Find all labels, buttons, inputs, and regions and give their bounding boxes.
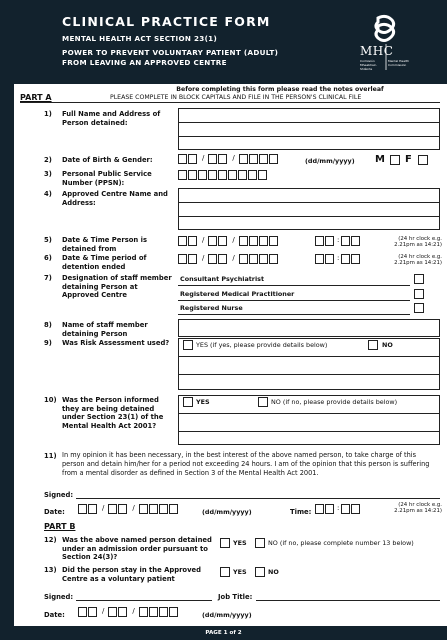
digit-cell[interactable] <box>351 236 360 246</box>
digit-cell[interactable] <box>188 236 197 246</box>
page-footer: PAGE 1 of 2 <box>0 626 447 640</box>
form-purpose-line2: FROM LEAVING AN APPROVED CENTRE <box>62 58 227 67</box>
digit-cell[interactable] <box>239 236 248 246</box>
digit-cell[interactable] <box>259 154 268 164</box>
digit-cell[interactable] <box>269 254 278 264</box>
divider <box>178 314 410 315</box>
q13-number: 13) <box>44 566 57 574</box>
q10-number: 10) <box>44 396 57 404</box>
q3-number: 3) <box>44 170 52 178</box>
digit-cell[interactable] <box>178 154 187 164</box>
date-b-format-hint: (dd/mm/yyyy) <box>202 611 252 619</box>
date-label: Date: <box>44 508 65 516</box>
q8-label: Name of staff member detaining Person <box>62 321 148 338</box>
staff-member-name-field[interactable] <box>178 319 440 337</box>
detention-ended-time-field[interactable]: : <box>315 254 361 264</box>
divider <box>178 300 410 301</box>
job-title-label: Job Title: <box>218 593 253 601</box>
digit-cell[interactable] <box>108 504 117 514</box>
detention-ended-date-field[interactable]: / / <box>178 254 279 264</box>
q5-number: 5) <box>44 236 52 244</box>
q9-yes-label: YES (if yes, please provide details below) <box>196 341 328 349</box>
digit-cell[interactable] <box>178 254 187 264</box>
digit-cell[interactable] <box>259 236 268 246</box>
digit-cell[interactable] <box>178 170 187 180</box>
field-line <box>179 431 439 432</box>
digit-cell[interactable] <box>88 607 97 617</box>
form-purpose <box>62 48 278 68</box>
q11-statement: In my opinion it has been necessary, in the best interest of the above named person, to take charge of this person and detain him/her for a period not exceeding 24 hours. I am of the opinion that this person is suffering from a mental disorder as defined in Section 3 of the Mental Health Act 2001. <box>62 451 430 477</box>
signature-b-line[interactable] <box>76 600 212 601</box>
field-line <box>179 374 439 375</box>
designation-nurse: Registered Nurse <box>180 304 243 312</box>
signed-time-field[interactable]: : <box>315 504 361 514</box>
divider <box>20 102 440 103</box>
q8-number: 8) <box>44 321 52 329</box>
gender-f-checkbox[interactable] <box>418 155 428 165</box>
digit-cell[interactable] <box>78 504 87 514</box>
digit-cell[interactable] <box>269 154 278 164</box>
field-line <box>179 136 439 137</box>
ppsn-field[interactable] <box>178 170 268 180</box>
q4-number: 4) <box>44 190 52 198</box>
notes-line1: Before completing this form please read the notes overleaf <box>176 86 384 93</box>
field-line <box>179 356 439 357</box>
digit-cell[interactable] <box>248 170 257 180</box>
q9-no-checkbox[interactable] <box>368 340 378 350</box>
q10-yes-label: YES <box>196 398 210 406</box>
digit-cell[interactable] <box>259 254 268 264</box>
q6-label: Date & Time period of detention ended <box>62 254 147 271</box>
left-band <box>0 84 14 640</box>
q1-label: Full Name and Address of Person detained: <box>62 110 161 127</box>
q10-label: Was the Person informed they are being detained under Section 23(1) of the Mental Health Act 2001? <box>62 396 164 430</box>
approved-centre-field[interactable] <box>178 188 440 230</box>
field-line <box>179 122 439 123</box>
form-purpose-line1: POWER TO PREVENT VOLUNTARY PATIENT (ADULT) <box>62 48 279 57</box>
q9-no-label: NO <box>382 341 393 349</box>
digit-cell[interactable] <box>188 170 197 180</box>
signed-b-label: Signed: <box>44 593 74 601</box>
digit-cell[interactable] <box>208 154 217 164</box>
q5-label: Date & Time Person is detained from <box>62 236 148 253</box>
field-line <box>179 202 439 203</box>
digit-cell[interactable] <box>149 607 158 617</box>
q12-number: 12) <box>44 536 57 544</box>
q13-no-checkbox[interactable] <box>255 567 265 577</box>
digit-cell[interactable] <box>249 254 258 264</box>
digit-cell[interactable] <box>258 170 267 180</box>
digit-cell[interactable] <box>208 254 217 264</box>
digit-cell[interactable] <box>169 607 178 617</box>
q13-label: Did the person stay in the Approved Centre as a voluntary patient <box>62 566 202 583</box>
q2-number: 2) <box>44 156 52 164</box>
q12-no-checkbox[interactable] <box>255 538 265 548</box>
digit-cell[interactable] <box>249 236 258 246</box>
digit-cell[interactable] <box>118 607 127 617</box>
q1-number: 1) <box>44 110 52 118</box>
designation-medical-practitioner: Registered Medical Practitioner <box>180 290 295 298</box>
detained-from-date-field[interactable]: / / <box>178 236 279 246</box>
digit-cell[interactable] <box>341 504 350 514</box>
digit-cell[interactable] <box>169 504 178 514</box>
q7-number: 7) <box>44 274 52 282</box>
digit-cell[interactable] <box>269 236 278 246</box>
field-line <box>179 216 439 217</box>
form-title: CLINICAL PRACTICE FORM <box>62 14 271 29</box>
nurse-checkbox[interactable] <box>414 303 424 313</box>
field-line <box>179 413 439 414</box>
mhc-logo <box>360 14 412 72</box>
q1-name-address-field[interactable] <box>178 108 440 150</box>
digit-cell[interactable] <box>139 504 148 514</box>
dob-format-hint: (dd/mm/yyyy) <box>305 157 355 165</box>
notes-line2: PLEASE COMPLETE IN BLOCK CAPITALS AND FILE IN THE PERSON'S CLINICAL FILE <box>110 94 362 101</box>
q13-yes-checkbox[interactable] <box>220 567 230 577</box>
digit-cell[interactable] <box>315 254 324 264</box>
part-b-date-field[interactable]: / / <box>78 607 179 617</box>
logo-text: MHC <box>360 44 394 58</box>
q6-number: 6) <box>44 254 52 262</box>
digit-cell[interactable] <box>159 607 168 617</box>
q10-no-label: NO (if no, please provide details below) <box>271 398 398 406</box>
detained-from-time-field[interactable]: : <box>315 236 361 246</box>
q3-label: Personal Public Service Number (PPSN): <box>62 170 152 187</box>
time-label: Time: <box>290 508 312 516</box>
job-title-line[interactable] <box>256 600 440 601</box>
q12-no-label: NO (if no, please complete number 13 below) <box>268 539 414 547</box>
digit-cell[interactable] <box>238 170 247 180</box>
digit-cell[interactable] <box>315 504 324 514</box>
q9-number: 9) <box>44 339 52 347</box>
digit-cell[interactable] <box>188 154 197 164</box>
q13-no-label: NO <box>268 568 279 576</box>
date-b-label: Date: <box>44 611 65 619</box>
dob-field[interactable]: / / <box>178 154 279 164</box>
gender-m-label: M <box>375 154 385 165</box>
q4-label: Approved Centre Name and Address: <box>62 190 168 207</box>
digit-cell[interactable] <box>198 170 207 180</box>
digit-cell[interactable] <box>88 504 97 514</box>
digit-cell[interactable] <box>149 504 158 514</box>
q7-label: Designation of staff member detaining Person at Approved Centre <box>62 274 172 300</box>
digit-cell[interactable] <box>249 154 258 164</box>
digit-cell[interactable] <box>178 236 187 246</box>
logo-english: Mental Health Commission <box>388 59 409 67</box>
q12-yes-label: YES <box>233 539 247 547</box>
digit-cell[interactable] <box>315 236 324 246</box>
q2-label: Date of Birth & Gender: <box>62 156 153 164</box>
digit-cell[interactable] <box>228 170 237 180</box>
consultant-checkbox[interactable] <box>414 274 424 284</box>
part-b-heading: PART B <box>44 522 76 531</box>
digit-cell[interactable] <box>218 236 227 246</box>
clock-hint: (24 hr clock e.g. 2.21pm as 14:21) <box>394 502 442 515</box>
digit-cell[interactable] <box>351 504 360 514</box>
q10-yes-checkbox[interactable] <box>183 397 193 407</box>
digit-cell[interactable] <box>118 504 127 514</box>
date-format-hint: (dd/mm/yyyy) <box>202 508 252 516</box>
gender-f-label: F <box>405 154 412 165</box>
clock-hint: (24 hr clock e.g. 2.21pm as 14:21) <box>394 236 442 249</box>
digit-cell[interactable] <box>108 607 117 617</box>
form-subtitle: MENTAL HEALTH ACT SECTION 23(1) <box>62 34 218 43</box>
digit-cell[interactable] <box>139 607 148 617</box>
digit-cell[interactable] <box>159 504 168 514</box>
digit-cell[interactable] <box>78 607 87 617</box>
digit-cell[interactable] <box>325 254 334 264</box>
digit-cell[interactable] <box>218 170 227 180</box>
designation-consultant: Consultant Psychiatrist <box>180 275 265 283</box>
part-a-heading: PART A <box>20 93 52 102</box>
gender-m-checkbox[interactable] <box>390 155 400 165</box>
digit-cell[interactable] <box>351 254 360 264</box>
digit-cell[interactable] <box>239 154 248 164</box>
digit-cell[interactable] <box>218 254 227 264</box>
digit-cell[interactable] <box>341 254 350 264</box>
q9-label: Was Risk Assessment used? <box>62 339 170 347</box>
digit-cell[interactable] <box>188 254 197 264</box>
digit-cell[interactable] <box>208 236 217 246</box>
clock-hint: (24 hr clock e.g. 2.21pm as 14:21) <box>394 254 442 267</box>
q11-number: 11) <box>44 452 57 460</box>
digit-cell[interactable] <box>208 170 217 180</box>
q12-yes-checkbox[interactable] <box>220 538 230 548</box>
digit-cell[interactable] <box>325 236 334 246</box>
digit-cell[interactable] <box>341 236 350 246</box>
divider <box>178 285 410 286</box>
signed-label: Signed: <box>44 491 74 499</box>
medical-practitioner-checkbox[interactable] <box>414 289 424 299</box>
logo-irish: Coimisiún Mheabhair-Shláinte <box>360 59 377 71</box>
digit-cell[interactable] <box>239 254 248 264</box>
q12-label: Was the above named person detained under an admission order pursuant to Section 24(3)? <box>62 536 212 562</box>
signature-line[interactable] <box>76 498 440 499</box>
digit-cell[interactable] <box>325 504 334 514</box>
q10-no-checkbox[interactable] <box>258 397 268 407</box>
digit-cell[interactable] <box>218 154 227 164</box>
q9-yes-checkbox[interactable] <box>183 340 193 350</box>
signed-date-field[interactable]: / / <box>78 504 179 514</box>
q13-yes-label: YES <box>233 568 247 576</box>
